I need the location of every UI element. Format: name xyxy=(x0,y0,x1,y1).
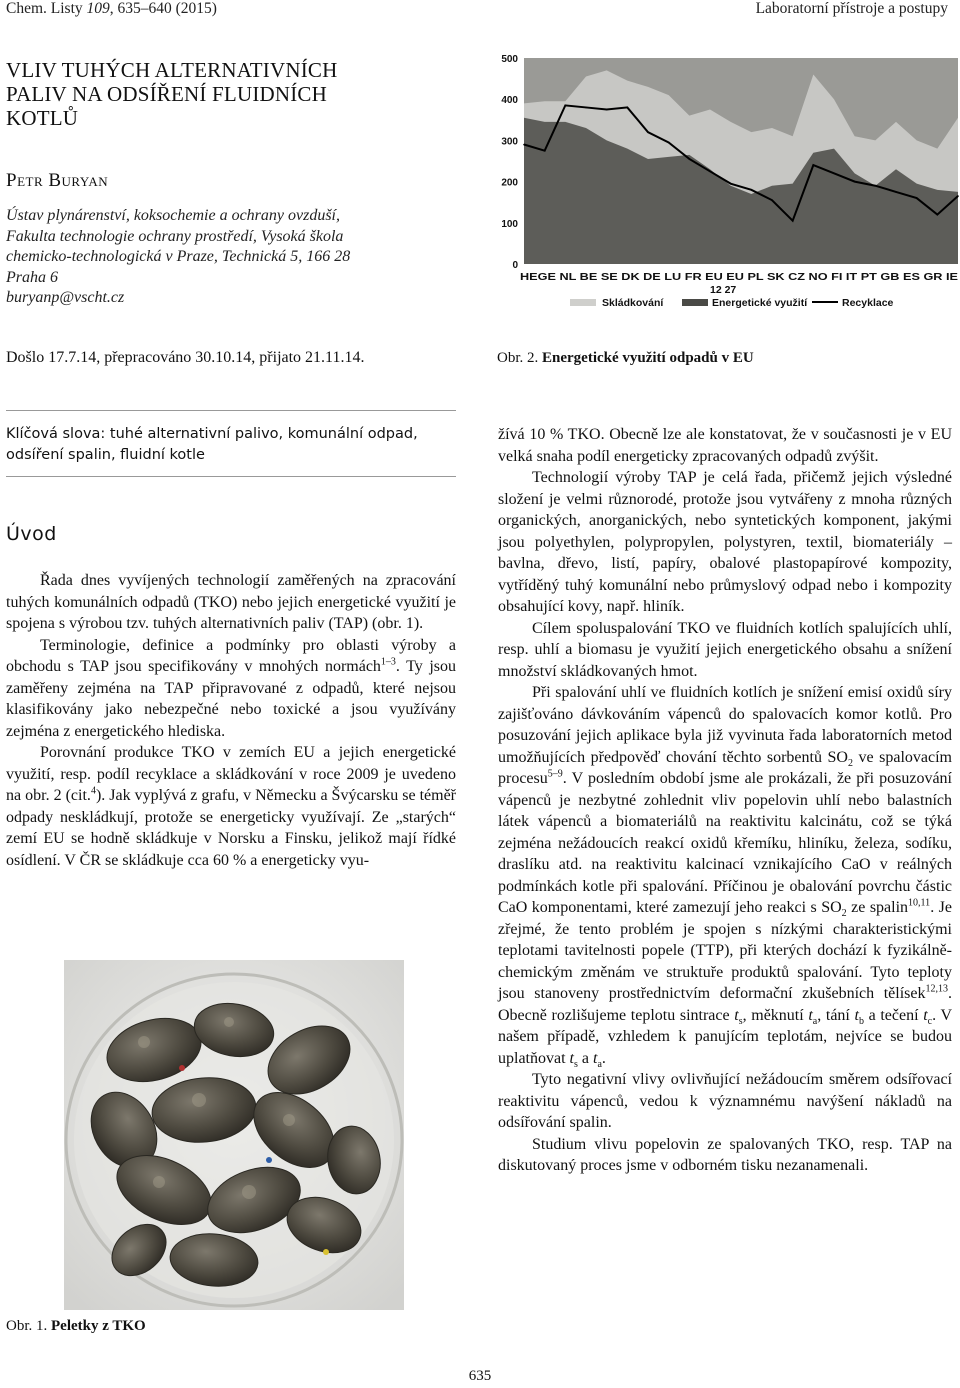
recycling-point xyxy=(895,191,897,193)
figure-2-title: Energetické využití odpadů v EU xyxy=(542,350,754,366)
article-dates: Došlo 17.7.14, přepracováno 30.10.14, přijato 21.11.14. xyxy=(6,349,365,366)
legend-label: Recyklace xyxy=(842,297,894,309)
divider xyxy=(6,476,456,477)
recycling-point xyxy=(565,105,567,107)
pellets-photo xyxy=(64,960,404,1310)
affiliation-line: Praha 6 xyxy=(6,268,58,286)
figure-2-caption xyxy=(497,350,754,367)
recycling-point xyxy=(792,220,794,222)
paragraph: Při spalování uhlí ve fluidních kotlích je snížení emisí oxidů síry zajišťováno dávkováním vápenců do spalovacích komor kotlů. Pro posuzování jejich aplikace byla již vyvinuta řada laboratorních metod umožňujících předpověď chování těchto sorbentů $SO_2$ ve spalovacím procesu$^{5-9}$. V posledním období jsme ale prokázali, že při posuzování vápenců je nezbytné zohlednit vliv popelovin uhlí nebo balastních látek vápenců a biomateriálů na reaktivitu kalcinátu, což se týká zejména nežádoucích reakcí oxidů křemíku, hliníku, železa, sodíku, draslíku atd. na reaktivitu kalcinací vznikajícího CaO v reálných podmínkách kotle při spalování. Příčinou je obalování povrchu částic CaO komponentami, které zamezují jeho reakci s $SO_2$ ze spalin$^{10,11}$. Je zřejmé, že tento problém je spojen s nízkými charakteristickými teplotami tavitelnosti popele (TTP), při kterých dochází k fyzikálně-chemickým změnám ve struktuře produktů spalování. Tyto teploty jsou stanoveny prostřednictvím deformační zkušebních tělísek$^{12,13}$. Obecně rozlišujeme teplotu sintrace $t_s$, měknutí $t_a$, tání $t_b$ a tečení $t_c$. V našem případě, vzhledem k panujícím teplotám, nejvíce se budou uplatňovat $t_s$ a $t_a$. xyxy=(498,684,952,1070)
running-header-journal: Chem. Listy 109, 635–640 (2015) xyxy=(6,0,217,17)
energy-use-chart xyxy=(490,46,960,321)
paragraph: Studium vlivu popelovin ze spalovaných TKO, resp. TAP na diskutovaný proces jsme v odborném tisku nezanamenali. xyxy=(498,1135,952,1174)
title-line: KOTLŮ xyxy=(6,106,79,130)
keywords-line: odsíření spalin, fluidní kotle xyxy=(6,446,205,463)
recycling-point xyxy=(751,189,753,191)
affiliation xyxy=(6,206,350,309)
running-header-section: Laboratorní přístroje a postupy xyxy=(755,0,948,17)
y-tick-label: 500 xyxy=(501,54,518,65)
paragraph: žívá 10 % TKO. Obecně lze ale konstatovat, že v současnosti je v EU velká snaha podíl energeticky zpracovaných odpadů zvýšit. xyxy=(498,426,952,465)
recycling-point xyxy=(709,171,711,173)
legend-swatch-energy xyxy=(682,299,708,306)
y-tick-label: 100 xyxy=(501,218,518,230)
author-email: buryanp@vscht.cz xyxy=(6,289,125,306)
recycling-point xyxy=(544,150,546,152)
divider xyxy=(6,410,456,411)
affiliation-line: Ústav plynárenství, koksochemie a ochrany ovzduší, xyxy=(6,207,340,224)
recycling-point xyxy=(957,195,959,197)
recycling-point xyxy=(689,158,691,160)
keywords-line: Klíčová slova: tuhé alternativní palivo, komunální odpad, xyxy=(6,426,418,442)
recycling-point xyxy=(916,197,918,199)
affiliation-line: chemicko-technologická v Praze, Technická 5, 166 28 xyxy=(6,248,351,265)
figure-2 xyxy=(490,46,960,321)
page-number: 635 xyxy=(468,1368,492,1384)
recycling-point xyxy=(875,185,877,187)
x-tick-sublabel: 12 27 xyxy=(710,284,737,296)
figure-1-caption xyxy=(6,1318,146,1335)
legend-label: Skládkování xyxy=(602,297,664,309)
recycling-point xyxy=(523,144,525,146)
y-tick-label: 300 xyxy=(501,136,518,148)
recycling-point xyxy=(668,142,670,144)
figure-1-title: Peletky z TKO xyxy=(51,1318,146,1334)
recycling-point xyxy=(854,181,856,183)
recycling-point xyxy=(937,214,939,216)
paragraph: Cílem spoluspalování TKO ve fluidních kotlích spalujících uhlí, resp. uhlí a biomasu je využití jejich energetického obsahu a snížení množství skládkovaných hmot. xyxy=(498,619,952,680)
recycling-point xyxy=(771,199,773,201)
affiliation-line: Fakulta technologie ochrany prostředí, Vysoká škola xyxy=(6,227,344,245)
legend-swatch-landfill xyxy=(570,299,596,306)
recycling-point xyxy=(730,183,732,185)
author-name: Petr Buryan xyxy=(6,170,109,191)
title-line: PALIV NA ODSÍŘENÍ FLUIDNÍCH xyxy=(6,82,328,106)
paragraph: Porovnání produkce TKO v zemích EU a jejich energetické využití, resp. podíl recyklace a skládkování v roce 2009 je uvedeno na obr. 2 (cit.$^4$). Jak vyplývá z grafu, v Německu a Švýcarsku se téměř odpady neskládkují, protože se energeticky využívají. Ze „starých“ zemí EU se hodně skládkuje v Norsku a Finsku, jelikož mají řídké osídlení. V ČR se skládkuje cca 60 % a energeticky vyu- xyxy=(6,744,457,869)
x-tick-labels: HEGE NL BE SE DK DE LU FR EU EU PL SK CZ NO FI IT PT GB ES GR IE xyxy=(520,271,958,283)
paragraph: Terminologie, definice a podmínky pro oblasti výroby a obchodu s TAP jsou specifikovány v mnohých normách$^{1-3}$. Ty jsou zaměřeny zejména na TAP připravované z odpadů, které nejsou klasifikovány jako nebezpečné nebo toxické a jsou využívány zejména z energetického hlediska. xyxy=(6,636,456,740)
right-column xyxy=(498,424,952,1177)
recycling-point xyxy=(627,107,629,109)
y-tick-label: 400 xyxy=(501,95,518,107)
recycling-point xyxy=(813,164,815,166)
legend-label: Energetické využití xyxy=(712,297,808,309)
y-tick-label: 0 xyxy=(512,260,518,271)
figure-2-label: Obr. 2. xyxy=(497,350,542,366)
paragraph: Technologií výroby TAP je celá řada, přičemž jejich výsledné složení je velmi různorodé, protože jsou vytvářeny z mnoha různých organických, anorganických, nebo syntetických komponent, jakými jsou polyethylen, polypropylen, polystyren, textil, biomateriály – bavlna, dřevo, listí, papíry, obalové plastopapírové kompozity, vytříděný tuhý komunální nebo průmyslový odpad nebo i kompozity obsahující kovy, např. hliník. xyxy=(498,469,952,615)
keywords xyxy=(6,424,456,465)
left-column xyxy=(6,570,456,871)
paragraph: Tyto negativní vlivy ovlivňující nežádoucím směrem odsířovací reaktivitu vápenců, vedou k významnému navýšení nákladů na odsířování spalin. xyxy=(498,1071,952,1131)
recycling-point xyxy=(606,109,608,111)
article-title xyxy=(6,58,337,130)
figure-1 xyxy=(64,960,404,1310)
section-heading: Úvod xyxy=(6,523,57,545)
recycling-point xyxy=(647,131,649,133)
y-tick-label: 200 xyxy=(501,177,518,189)
paragraph: Řada dnes vyvíjených technologií zaměřených na zpracování tuhých komunálních odpadů (TKO) nebo jejich energetické využití je spojena s výrobou tzv. tuhých alternativních paliv (TAP) (obr. 1). xyxy=(6,572,456,632)
title-line: VLIV TUHÝCH ALTERNATIVNÍCH xyxy=(6,58,338,82)
recycling-point xyxy=(585,107,587,109)
figure-1-label: Obr. 1. xyxy=(6,1318,51,1334)
recycling-point xyxy=(833,173,835,175)
